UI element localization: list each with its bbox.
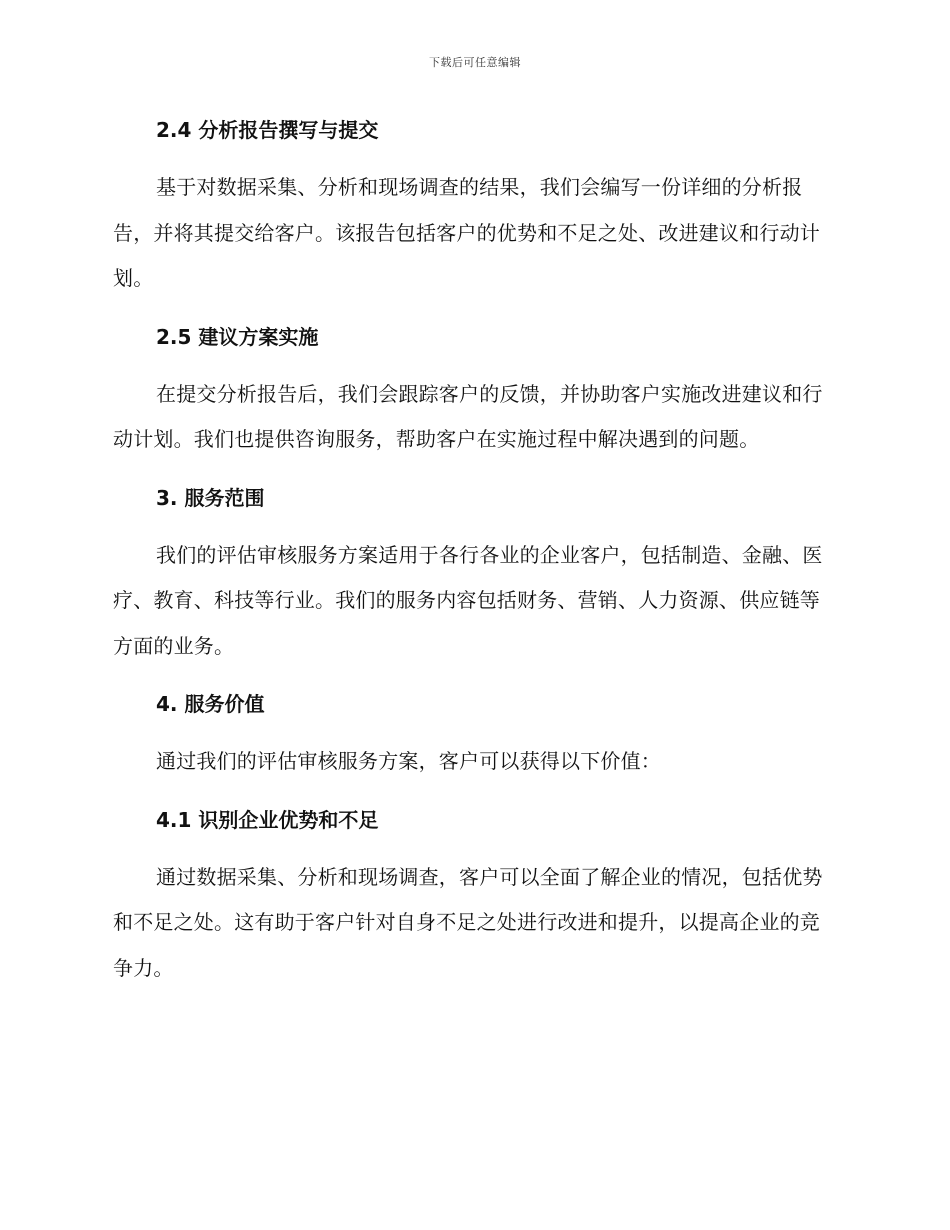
- section-heading-4: 4. 服务价值: [156, 692, 265, 716]
- section-paragraph-2-5: 在提交分析报告后，我们会跟踪客户的反馈，并协助客户实施改进建议和行动计划。我们也提供咨询服务，帮助客户在实施过程中解决遇到的问题。: [113, 381, 823, 451]
- section-paragraph-2-4: 基于对数据采集、分析和现场调查的结果，我们会编写一份详细的分析报告，并将其提交给客户。该报告包括客户的优势和不足之处、改进建议和行动计划。: [113, 175, 820, 290]
- section-heading-4-1: 4.1 识别企业优势和不足: [156, 807, 379, 832]
- page-header-note: 下载后可任意编辑: [429, 56, 521, 69]
- section-paragraph-4-1: 通过数据采集、分析和现场调查，客户可以全面了解企业的情况，包括优势和不足之处。这有助于客户针对自身不足之处进行改进和提升，以提高企业的竞争力。: [113, 864, 823, 980]
- section-paragraph-4: 通过我们的评估审核服务方案，客户可以获得以下价值：: [156, 749, 661, 773]
- section-paragraph-3: 我们的评估审核服务方案适用于各行各业的企业客户，包括制造、金融、医疗、教育、科技等行业。我们的服务内容包括财务、营销、人力资源、供应链等方面的业务。: [113, 542, 823, 658]
- section-heading-2-4: 2.4 分析报告撰写与提交: [156, 118, 379, 142]
- section-heading-3: 3. 服务范围: [156, 485, 265, 510]
- section-heading-2-5: 2.5 建议方案实施: [156, 324, 319, 349]
- document-body: [113, 108, 837, 991]
